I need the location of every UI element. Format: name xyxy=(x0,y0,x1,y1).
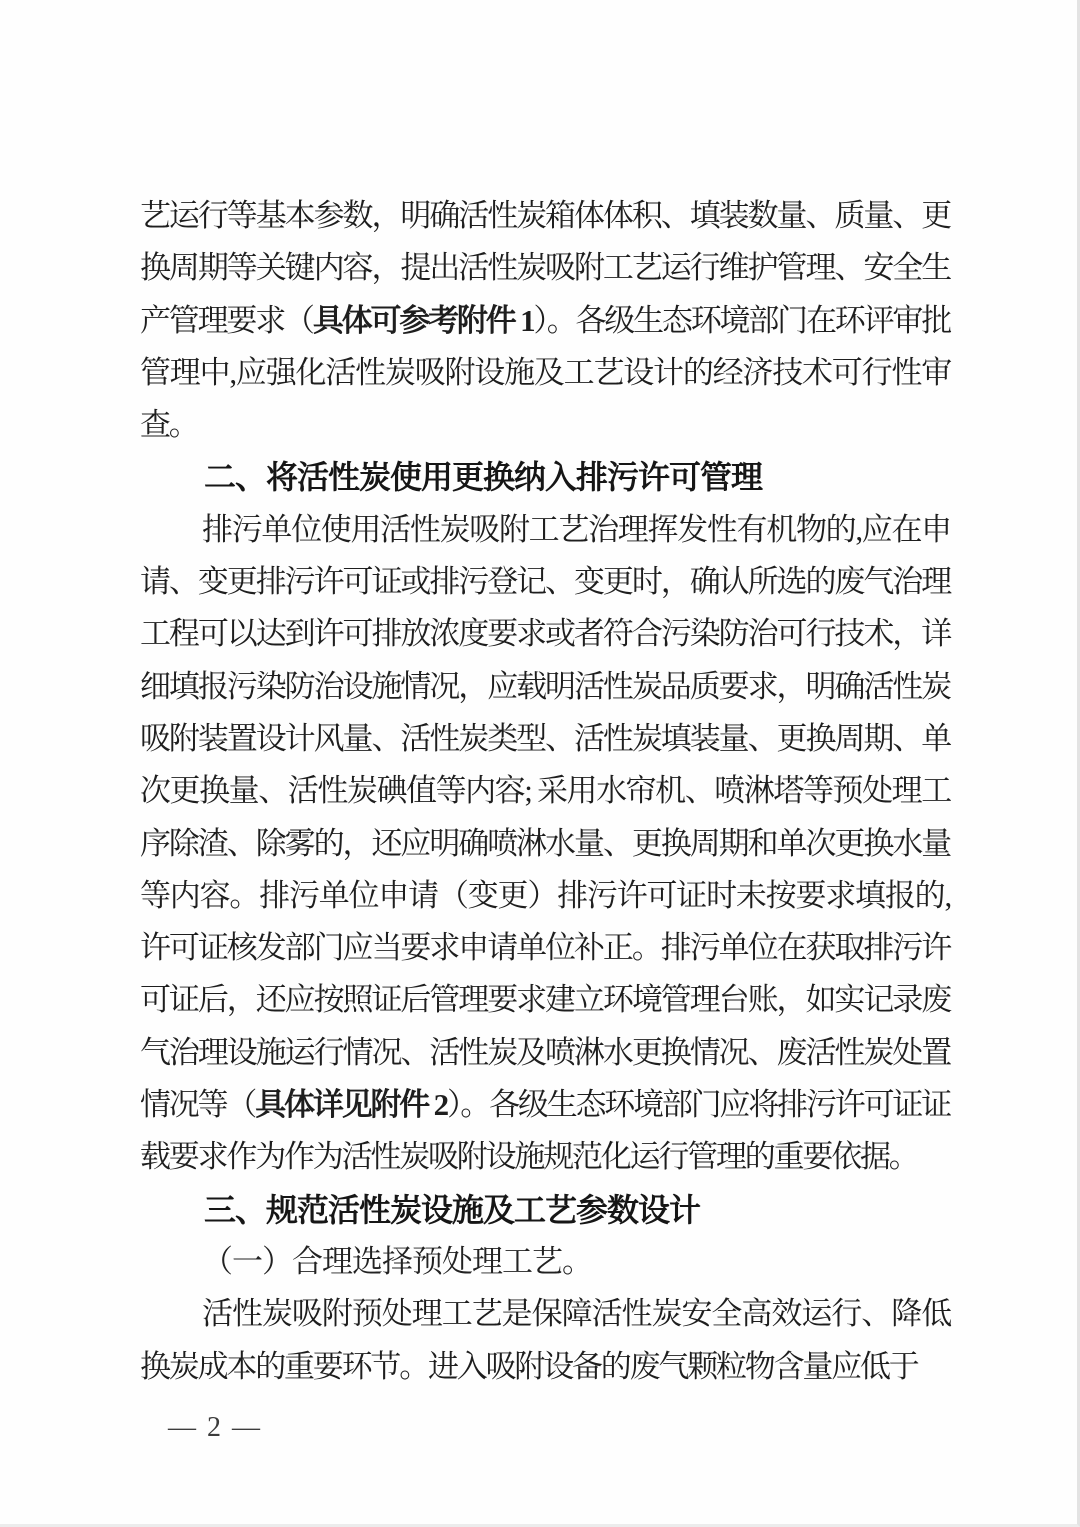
paragraph-pretreatment: 活性炭吸附预处理工艺是保障活性炭安全高效运行、降低换炭成本的重要环节。进入吸附设备的废气颗粒物含量应低于 xyxy=(140,1296,950,1384)
section-heading-3: 三、规范活性炭设施及工艺参数设计 xyxy=(204,1191,701,1228)
bold-attachment-2-reference: 具体详见附件 2 xyxy=(255,1087,447,1123)
section-heading-2: 二、将活性炭使用更换纳入排污许可管理 xyxy=(204,459,763,496)
paragraph-permit-management xyxy=(140,504,950,1184)
page-number-label: — 2 — xyxy=(168,1412,262,1443)
paragraph-text-before: 艺运行等基本参数，明确活性炭箱体体积、填装数量、质量、更换周期等关键内容，提出活性炭吸附工艺运行维护管理、安全生产管理要求（ xyxy=(140,198,950,338)
paragraph-continuation xyxy=(140,190,950,451)
bold-attachment-1-reference: 具体可参考附件 1 xyxy=(312,302,534,338)
document-body xyxy=(140,190,950,1393)
paragraph-text-before: 排污单位使用活性炭吸附工艺治理挥发性有机物的,应在申请、变更排污许可证或排污登记、变更时，确认所选的废气治理工程可以达到许可排放浓度要求或者符合污染防治可行技术，详细填报污染防治设施情况，应载明活性炭品质要求，明确活性炭吸附装置设计风量、活性炭类型、活性炭填装量、更换周期、单次更换量、活性炭碘值等内容; 采用水帘机、喷淋塔等预处理工序除渣、除雾的，还应明确喷淋水量、更换周期和单次更换水量等内容。排污单位申请（变更）排污许可证时未按要求填报的,许可证核发部门应当要求申请单位补正。排污单位在获取排污许可证后，还应按照证后管理要求建立环境管理台账，如实记录废气治理设施运行情况、活性炭及喷淋水更换情况、废活性炭处置情况等（ xyxy=(140,511,950,1123)
subsection-heading-3-1: （一）合理选择预处理工艺。 xyxy=(202,1243,592,1279)
paragraph-text-after: ）。各级生态环境部门在环评审批管理中,应强化活性炭吸附设施及工艺设计的经济技术可行性审查。 xyxy=(140,302,950,443)
page-number xyxy=(168,1412,262,1444)
paragraph-text-after: ）。各级生态环境部门应将排污许可证证载要求作为作为活性炭吸附设施规范化运行管理的重要依据。 xyxy=(140,1087,950,1175)
